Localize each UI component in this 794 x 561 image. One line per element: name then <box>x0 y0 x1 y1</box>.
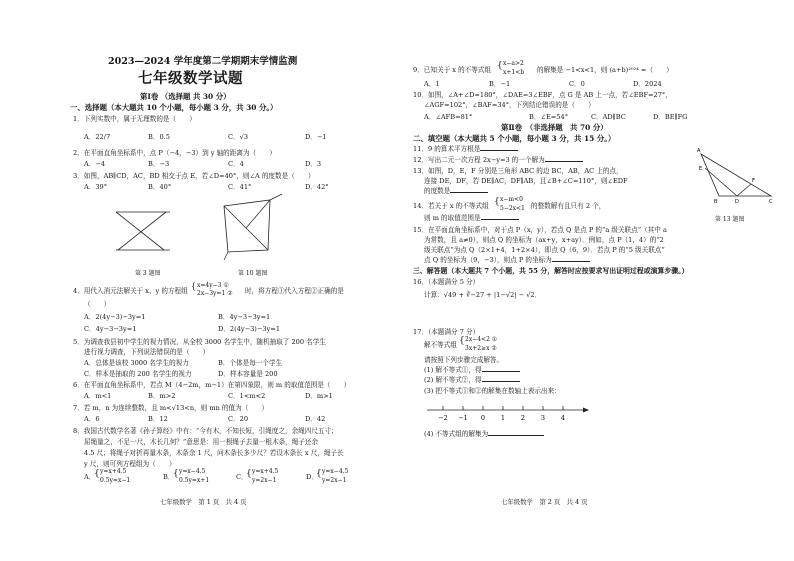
q7-option-d: D．42 <box>305 415 326 423</box>
q6-option-d: D．m>1 <box>305 392 333 400</box>
q8-option-b-eq2: 0.5y=x+1 <box>179 477 210 484</box>
q15-line4 <box>424 256 590 264</box>
figure-q3 <box>108 200 178 258</box>
q9-option-a: A．1 <box>424 80 440 88</box>
q17-ineq2: 3x+2≥x ② <box>465 345 497 352</box>
q10-line2: ∠AGF=102°，∠BAF=34°，下列结论错误的是（ ） <box>424 101 595 109</box>
q1-stem: 1．下列实数中，属于无理数的是（ ） <box>73 115 196 123</box>
q8-option-b-brace-icon: { <box>173 469 179 479</box>
q9-stem-part2: 的解集是 −1<x<1，则 (a+b)²⁰²⁴ =（ ） <box>537 66 673 74</box>
q8-line2: 屈绳量之，不足一尺，木长几何？”意思是：用一根绳子去量一根木条，绳子还余 <box>84 438 319 446</box>
q6-stem: 6．在平面直角坐标系中，若点 M（4−2m，m−1）在第四象限，则 m 的取值范围是（ ） <box>73 381 351 389</box>
q2-option-a: A．−4 <box>84 160 106 168</box>
q8-option-a-brace-icon: { <box>94 469 100 479</box>
q9-ineq2: x+1<b <box>503 69 525 76</box>
q3-option-b: B．40° <box>148 183 172 191</box>
q4-brace-icon: { <box>191 282 197 291</box>
q11-answer-blank[interactable] <box>480 145 518 151</box>
q5-option-a: A．总体是该校 3000 名学生的视力 <box>84 359 189 367</box>
q4-stem-part1: 4．用代入消元法解关于 x、y 的方程组 <box>73 287 188 295</box>
svg-text:E: E <box>699 166 703 172</box>
q4-option-c: C．4y−3−3y=1 <box>84 325 137 333</box>
q10-option-d: D．BE∥FG <box>653 113 688 121</box>
q17-stem: 解不等式组 <box>424 341 457 349</box>
q5-option-b: B．个体是每一个学生 <box>218 359 283 367</box>
q17-step1 <box>424 366 520 374</box>
number-line-label: 4 <box>560 414 566 422</box>
q17-intro: 请按照下列步骤完成解答。 <box>424 356 504 364</box>
q17-ineq1: 2x−4<2 ① <box>465 336 498 343</box>
q1-option-d: D．−1 <box>305 133 327 141</box>
q14-brace-icon: { <box>494 197 500 207</box>
q17-title: 17．（本题满分 7 分） <box>413 328 480 336</box>
q7-stem: 7．若 m，n 为连续整数，且 m<√13<n，则 mn 的值为（ ） <box>73 404 269 412</box>
q4-eq2: 2x−3y=1 ② <box>197 290 233 297</box>
q13-answer-blank[interactable] <box>450 187 488 193</box>
q6-option-c: C．1<m<2 <box>228 392 266 400</box>
q12-stem <box>413 156 583 164</box>
q13-text: 的度数是 <box>424 187 451 195</box>
q3-option-c: C．41° <box>228 183 252 191</box>
q8-line3: 4.5 尺；将绳子对折再量木条，木条余 1 尺，问木条长多少尺？若设木条长 x 尺，绳子长 <box>84 449 344 457</box>
q2-option-c: C．4 <box>228 160 244 168</box>
exam-subject-title: 七年级数学试题 <box>138 70 243 87</box>
q8-option-d-label: D． <box>306 473 318 481</box>
q5-option-d: D．样本容量是 200 <box>218 370 278 378</box>
figure-q13-caption: 第 13 题图 <box>715 216 745 223</box>
q10-option-c: C．AD∥BC <box>591 113 626 121</box>
q14-text: 则 m 的取值范围是 <box>424 214 481 222</box>
q13-line3 <box>424 187 488 195</box>
q1-option-a: A．22/7 <box>84 133 111 141</box>
q2-option-d: D．3 <box>305 160 322 168</box>
q11-stem <box>413 145 518 153</box>
q12-answer-blank[interactable] <box>545 156 583 162</box>
q7-option-c: C．20 <box>228 415 249 423</box>
q13-line1: 13．如图，D，E，F 分别是三角形 ABC 的边 BC，AB，AC 上的点， <box>413 167 623 175</box>
q8-option-c-brace-icon: { <box>246 469 252 479</box>
q16-title: 16．（本题满分 5 分） <box>413 278 480 286</box>
q8-option-d-brace-icon: { <box>316 469 322 479</box>
q8-option-b-eq1: y=x−4.5 <box>179 468 206 475</box>
number-line-label: 1 <box>500 414 506 422</box>
q17-step4-blank[interactable] <box>488 430 544 436</box>
q9-stem-part1: 9．已知关于 x 的不等式组 <box>413 66 492 74</box>
svg-text:C: C <box>769 199 773 205</box>
q15-line1: 15．在平面直角坐标系中，对于点 P（x，y），若点 Q 是点 P 的“a 级关联点”（其中 a <box>413 226 667 234</box>
q8-option-c-label: C． <box>236 473 248 481</box>
figure-q13 <box>689 140 777 212</box>
q8-option-a-eq1: y=x+4.5 <box>100 468 127 475</box>
q5-line1: 5．为调查我县初中学生的视力情况，从全校 3000 名学生中，随机抽取了 200 名学生 <box>73 338 326 346</box>
q6-option-a: A．m<1 <box>84 392 112 400</box>
q17-step3: (3) 把不等式①和②的解集在数轴上表示出来： <box>424 387 561 395</box>
q8-option-d-eq1: y=x−4.5 <box>322 468 349 475</box>
choice-section-heading: 一、选择题（本大题共 10 个小题，每小题 3 分，共 30 分。） <box>70 103 278 112</box>
q4-option-d: D．2(4y−3)−3y=1 <box>218 325 281 333</box>
figure-q3-caption: 第 3 题图 <box>135 270 161 277</box>
fill-section-heading: 二、填空题（本大题共 5 个小题，每小题 3 分，共 15 分。） <box>413 134 616 143</box>
number-line-label: −2 <box>438 414 448 422</box>
q9-brace-icon: { <box>497 61 503 71</box>
number-line-label: 3 <box>540 414 546 422</box>
number-line <box>423 400 593 424</box>
q12-text: 12．写出二元一次方程 2x−y=3 的一个解为 <box>413 156 545 164</box>
svg-text:D: D <box>735 199 739 205</box>
q1-option-c: C．√3 <box>228 133 249 141</box>
exam-year-title: 2023—2024 学年度第二学期期末学情监测 <box>108 56 298 67</box>
q9-option-d: D．2024 <box>633 80 662 88</box>
q4-option-b: B．4y−3−3y=1 <box>218 313 271 321</box>
q14-ineq2: 5−2x<1 <box>500 205 525 212</box>
q17-step4 <box>424 430 544 438</box>
q8-option-c-eq1: y=x+4.5 <box>252 468 279 475</box>
q3-option-a: A．39° <box>84 183 108 191</box>
q10-option-a: A．∠AFB=81° <box>424 113 473 121</box>
q15-line3: 级关联点”为点 Q（2×1+4，1+2×4），即点 Q（6，9）．若点 P 的“5 级关联点” <box>424 246 665 254</box>
q14-ineq1: x−m<0 <box>500 196 523 203</box>
q7-option-b: B．12 <box>148 415 168 423</box>
q8-option-a-eq2: 0.5y=x−1 <box>100 477 131 484</box>
q8-line1: 8．我国古代数学名著《孙子算经》中有：“今有木，不知长短，引绳度之，余绳四尺五寸； <box>73 427 338 435</box>
q3-option-d: D．42° <box>305 183 329 191</box>
q4-option-a: A．2(4y−3)−3y=1 <box>84 313 146 321</box>
part-one-heading: 第Ⅰ卷 （选择题 共 30 分） <box>140 92 231 101</box>
q15-text: 点 Q 的坐标为（9，−3），则点 P 的坐标为 <box>424 256 552 264</box>
q10-line1: 10．如图，∠A+∠D=180°，∠DAE=3∠EBF，点 G 是 AB 上一点，若∠EBF=27°， <box>413 91 672 99</box>
number-line-label: 2 <box>520 414 526 422</box>
svg-text:A: A <box>697 148 701 154</box>
q9-ineq1: x−a>2 <box>503 60 524 67</box>
q8-option-a-label: A． <box>84 473 96 481</box>
q8-option-b-label: B． <box>163 473 175 481</box>
number-line-label: 0 <box>480 414 486 422</box>
q1-option-b: B．0.5 <box>148 133 170 141</box>
q7-option-a: A．6 <box>84 415 100 423</box>
q4-eq1: x=4y−3 ① <box>197 282 229 289</box>
q2-option-b: B．−3 <box>148 160 170 168</box>
q4-stem-part2: 时，将方程①代入方程②正确的是 <box>245 287 344 295</box>
page2-footer: 七年级数学 第 2 页 共 4 页 <box>501 498 588 506</box>
q4-paren: （ ） <box>84 300 111 308</box>
q14-answer-blank[interactable] <box>481 214 519 220</box>
q9-option-c: C．0 <box>569 80 585 88</box>
number-line-label: −1 <box>458 414 468 422</box>
q2-stem: 2．在平面直角坐标系中，点 P（−4，−3）到 y 轴的距离为（ ） <box>73 149 276 157</box>
q5-option-c: C．样本是抽取的 200 名学生的视力 <box>84 370 192 378</box>
q17-step4-text: (4) 不等式组的解集为 <box>424 430 489 438</box>
q5-line2: 进行视力调查，下列说法错误的是（ ） <box>84 348 210 356</box>
q17-step2-blank[interactable] <box>482 376 520 382</box>
answer-section-heading: 三、解答题（本大题共 7 个小题，共 55 分，解答时应按要求写出证明过程或演算步骤。） <box>413 267 689 275</box>
q8-option-d-eq2: y=2x−1 <box>322 477 347 484</box>
q15-line2: 为常数，且 a≠0），则点 Q 的坐标为（ax+y，x+ay）．例如，点 P（1，4）的“2 <box>424 236 664 244</box>
page1-footer: 七年级数学 第 1 页 共 4 页 <box>160 498 247 506</box>
q13-line2: 连接 DE，DF，若 DE∥AC，DF∥AB，且∠B+∠C=110°，则∠EDF <box>424 177 628 185</box>
right-page <box>397 0 794 561</box>
q9-option-b: B．−1 <box>489 80 511 88</box>
svg-text:F: F <box>752 178 755 184</box>
q6-option-b: B．m>2 <box>148 392 176 400</box>
figure-q10 <box>218 192 288 264</box>
q17-step1-blank[interactable] <box>482 366 520 372</box>
q17-step1-text: (1) 解不等式①，得 <box>424 366 482 374</box>
q14-stem-part1: 14．若关于 x 的不等式组 <box>413 202 489 210</box>
q14-stem-part2: 的整数解有且只有 2 个， <box>531 202 606 210</box>
q17-step2-text: (2) 解不等式②，得 <box>424 376 482 384</box>
svg-text:B: B <box>714 199 718 205</box>
part-two-heading: 第Ⅱ卷 （非选择题 共 70 分） <box>501 123 608 132</box>
q3-stem: 3．如图，AB∥CD，AC，BD 相交于点 E，若∠D=40°，则∠A 的度数是（ ） <box>73 172 315 180</box>
q10-option-b: B．∠E=54° <box>529 113 568 121</box>
q15-answer-blank[interactable] <box>552 256 590 262</box>
q16-expression: 计算：√49 + ∛−27 + |1−√2| − √2． <box>424 291 542 299</box>
q14-line3 <box>424 214 519 222</box>
q17-step2 <box>424 376 520 384</box>
figure-q10-caption: 第 10 题图 <box>238 270 268 277</box>
q8-line4: y 尺，则可列方程组为（ ） <box>84 460 176 468</box>
q17-brace-icon: { <box>459 336 465 346</box>
q8-option-c-eq2: y=2x−1 <box>252 477 277 484</box>
q11-text: 11．9 的算术平方根是 <box>413 145 481 153</box>
